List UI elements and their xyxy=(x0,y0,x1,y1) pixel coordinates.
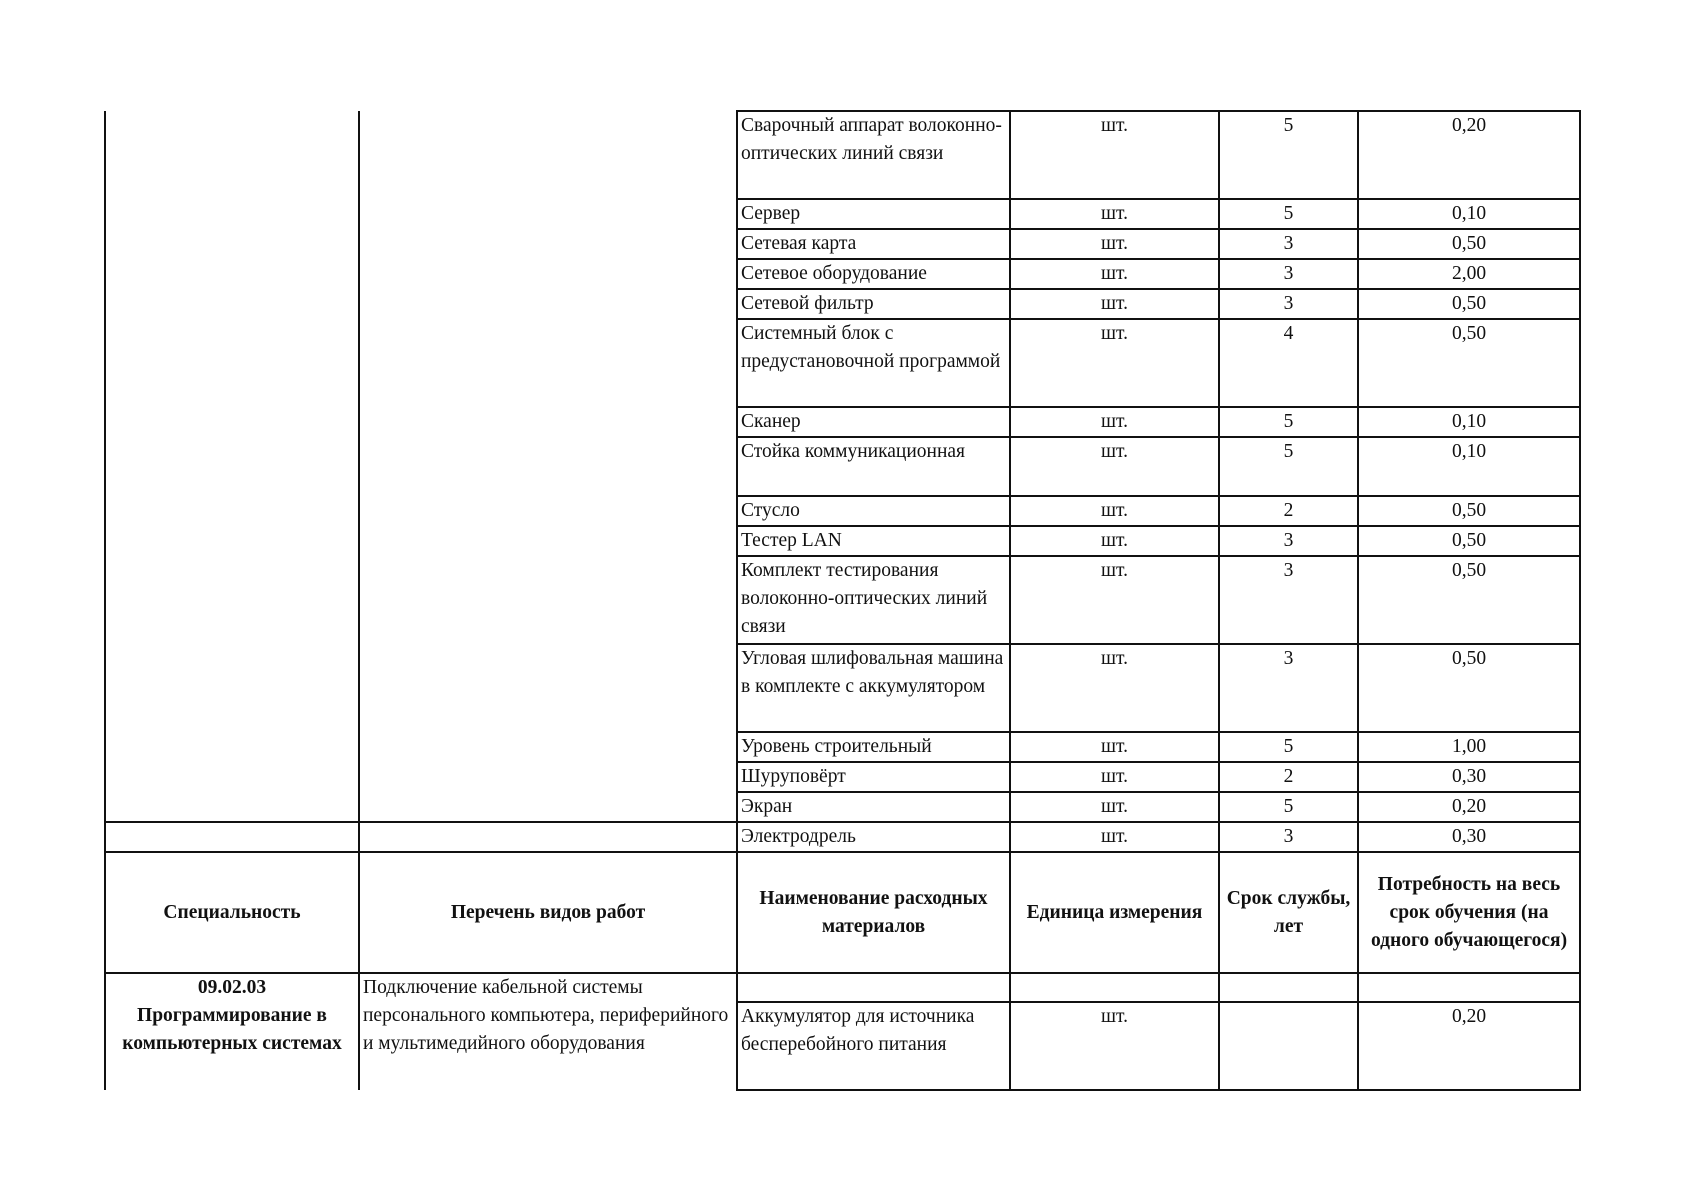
item-name: Стусло xyxy=(737,496,1010,526)
header-unit: Единица измерения xyxy=(1010,852,1219,973)
specialty-name: Программирование в компьютерных системах xyxy=(122,1005,342,1054)
table-row xyxy=(105,259,1580,289)
item-unit: шт. xyxy=(1010,822,1219,852)
materials-table xyxy=(104,110,1581,1091)
header-materials: Наименование расходных материалов xyxy=(737,852,1010,973)
header-term: Срок службы, лет xyxy=(1219,852,1358,973)
item-unit: шт. xyxy=(1010,259,1219,289)
item-need: 1,00 xyxy=(1358,732,1580,762)
item-term: 4 xyxy=(1219,319,1358,407)
table-row xyxy=(105,556,1580,644)
header-need: Потребность на весь срок обучения (на одного обучающегося) xyxy=(1358,852,1580,973)
item-unit: шт. xyxy=(1010,407,1219,437)
item-term xyxy=(1219,1002,1358,1090)
item-unit: шт. xyxy=(1010,732,1219,762)
item-name: Сетевое оборудование xyxy=(737,259,1010,289)
item-need: 0,20 xyxy=(1358,111,1580,199)
table-row xyxy=(105,407,1580,437)
item-unit: шт. xyxy=(1010,111,1219,199)
item-term: 3 xyxy=(1219,822,1358,852)
table-row xyxy=(105,526,1580,556)
item-unit: шт. xyxy=(1010,792,1219,822)
item-unit: шт. xyxy=(1010,1002,1219,1090)
item-need: 0,30 xyxy=(1358,822,1580,852)
item-term: 3 xyxy=(1219,229,1358,259)
item-unit: шт. xyxy=(1010,199,1219,229)
item-need: 0,10 xyxy=(1358,199,1580,229)
item-name: Электродрель xyxy=(737,822,1010,852)
specialty-cell xyxy=(105,973,359,1090)
item-name: Аккумулятор для источника бесперебойного питания xyxy=(737,1002,1010,1090)
item-term: 2 xyxy=(1219,496,1358,526)
item-unit: шт. xyxy=(1010,229,1219,259)
item-term: 3 xyxy=(1219,259,1358,289)
item-term: 5 xyxy=(1219,407,1358,437)
table-row xyxy=(105,792,1580,822)
item-name: Уровень строительный xyxy=(737,732,1010,762)
item-need: 0,10 xyxy=(1358,437,1580,496)
table-row xyxy=(105,289,1580,319)
work-description: Подключение кабельной системы персонального компьютера, периферийного и мультимедийного оборудования xyxy=(359,973,737,1090)
item-name: Сканер xyxy=(737,407,1010,437)
item-need: 0,10 xyxy=(1358,407,1580,437)
table-row xyxy=(105,229,1580,259)
item-name: Шуруповёрт xyxy=(737,762,1010,792)
item-name: Системный блок с предустановочной программой xyxy=(737,319,1010,407)
table-row xyxy=(105,822,1580,852)
item-need: 0,50 xyxy=(1358,556,1580,644)
item-term: 5 xyxy=(1219,199,1358,229)
item-need: 0,20 xyxy=(1358,1002,1580,1090)
item-name: Стойка коммуникационная xyxy=(737,437,1010,496)
item-unit: шт. xyxy=(1010,289,1219,319)
item-need: 0,50 xyxy=(1358,496,1580,526)
item-term: 5 xyxy=(1219,732,1358,762)
item-name: Сварочный аппарат волоконно-оптических линий связи xyxy=(737,111,1010,199)
item-unit: шт. xyxy=(1010,762,1219,792)
item-need: 0,30 xyxy=(1358,762,1580,792)
item-name: Комплект тестирования волоконно-оптических линий связи xyxy=(737,556,1010,644)
item-need: 0,50 xyxy=(1358,289,1580,319)
item-unit: шт. xyxy=(1010,644,1219,732)
table-row xyxy=(105,437,1580,496)
item-need: 0,50 xyxy=(1358,319,1580,407)
table-row xyxy=(105,762,1580,792)
item-name: Сервер xyxy=(737,199,1010,229)
item-unit: шт. xyxy=(1010,526,1219,556)
item-term: 5 xyxy=(1219,111,1358,199)
item-term: 3 xyxy=(1219,289,1358,319)
item-need: 0,50 xyxy=(1358,526,1580,556)
item-need: 2,00 xyxy=(1358,259,1580,289)
item-name: Сетевая карта xyxy=(737,229,1010,259)
item-unit: шт. xyxy=(1010,319,1219,407)
table-row xyxy=(105,319,1580,407)
item-name: Тестер LAN xyxy=(737,526,1010,556)
table-row xyxy=(105,973,1580,1002)
item-name: Угловая шлифовальная машина в комплекте с аккумулятором xyxy=(737,644,1010,732)
item-term: 3 xyxy=(1219,526,1358,556)
table-row xyxy=(105,199,1580,229)
header-row xyxy=(105,852,1580,973)
item-name: Сетевой фильтр xyxy=(737,289,1010,319)
item-term: 3 xyxy=(1219,556,1358,644)
table-row xyxy=(105,732,1580,762)
item-need: 0,20 xyxy=(1358,792,1580,822)
header-specialty: Специальность xyxy=(105,852,359,973)
item-need: 0,50 xyxy=(1358,229,1580,259)
table-row xyxy=(105,496,1580,526)
item-term: 2 xyxy=(1219,762,1358,792)
item-unit: шт. xyxy=(1010,496,1219,526)
item-unit: шт. xyxy=(1010,437,1219,496)
item-term: 5 xyxy=(1219,437,1358,496)
item-unit: шт. xyxy=(1010,556,1219,644)
table-row xyxy=(105,644,1580,732)
item-need: 0,50 xyxy=(1358,644,1580,732)
item-name: Экран xyxy=(737,792,1010,822)
specialty-code: 09.02.03 xyxy=(197,977,267,998)
header-works: Перечень видов работ xyxy=(359,852,737,973)
item-term: 3 xyxy=(1219,644,1358,732)
table-row xyxy=(105,111,1580,199)
item-term: 5 xyxy=(1219,792,1358,822)
